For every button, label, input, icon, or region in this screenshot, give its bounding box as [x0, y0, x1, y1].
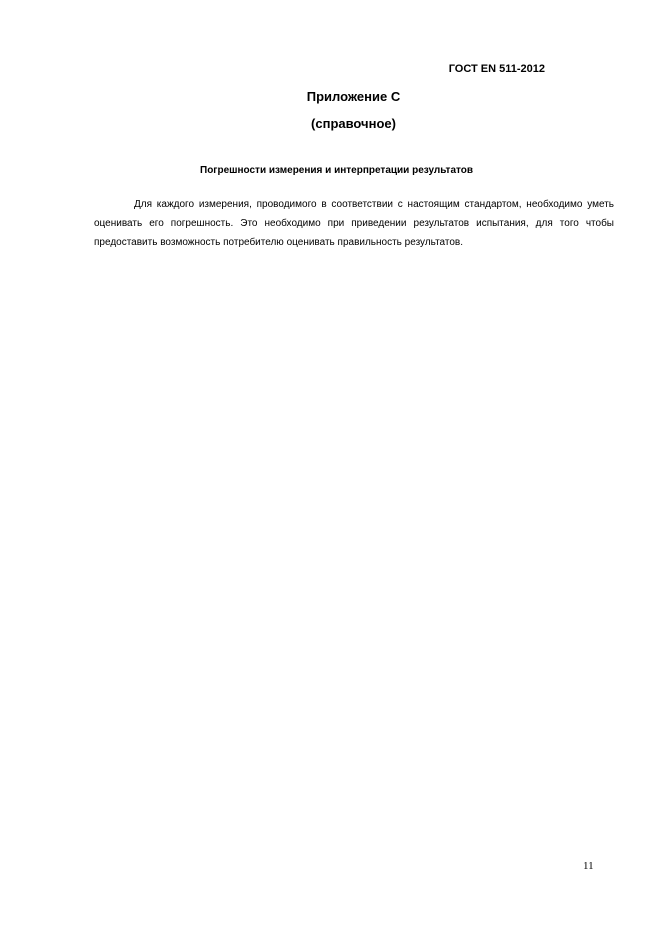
page-number: 11	[583, 860, 594, 872]
annex-title: Приложение С	[306, 89, 401, 104]
annex-status: (справочное)	[311, 116, 396, 131]
section-heading: Погрешности измерения и интерпретации результатов	[200, 165, 474, 176]
document-code: ГОСТ EN 511-2012	[448, 63, 545, 75]
body-paragraph: Для каждого измерения, проводимого в соответствии с настоящим стандартом, необходимо уметь оценивать его погрешность. Это необходимо при приведении результатов испытания, для того чтобы предоставить возможность потребителю оценивать правильность результатов.	[94, 199, 614, 248]
